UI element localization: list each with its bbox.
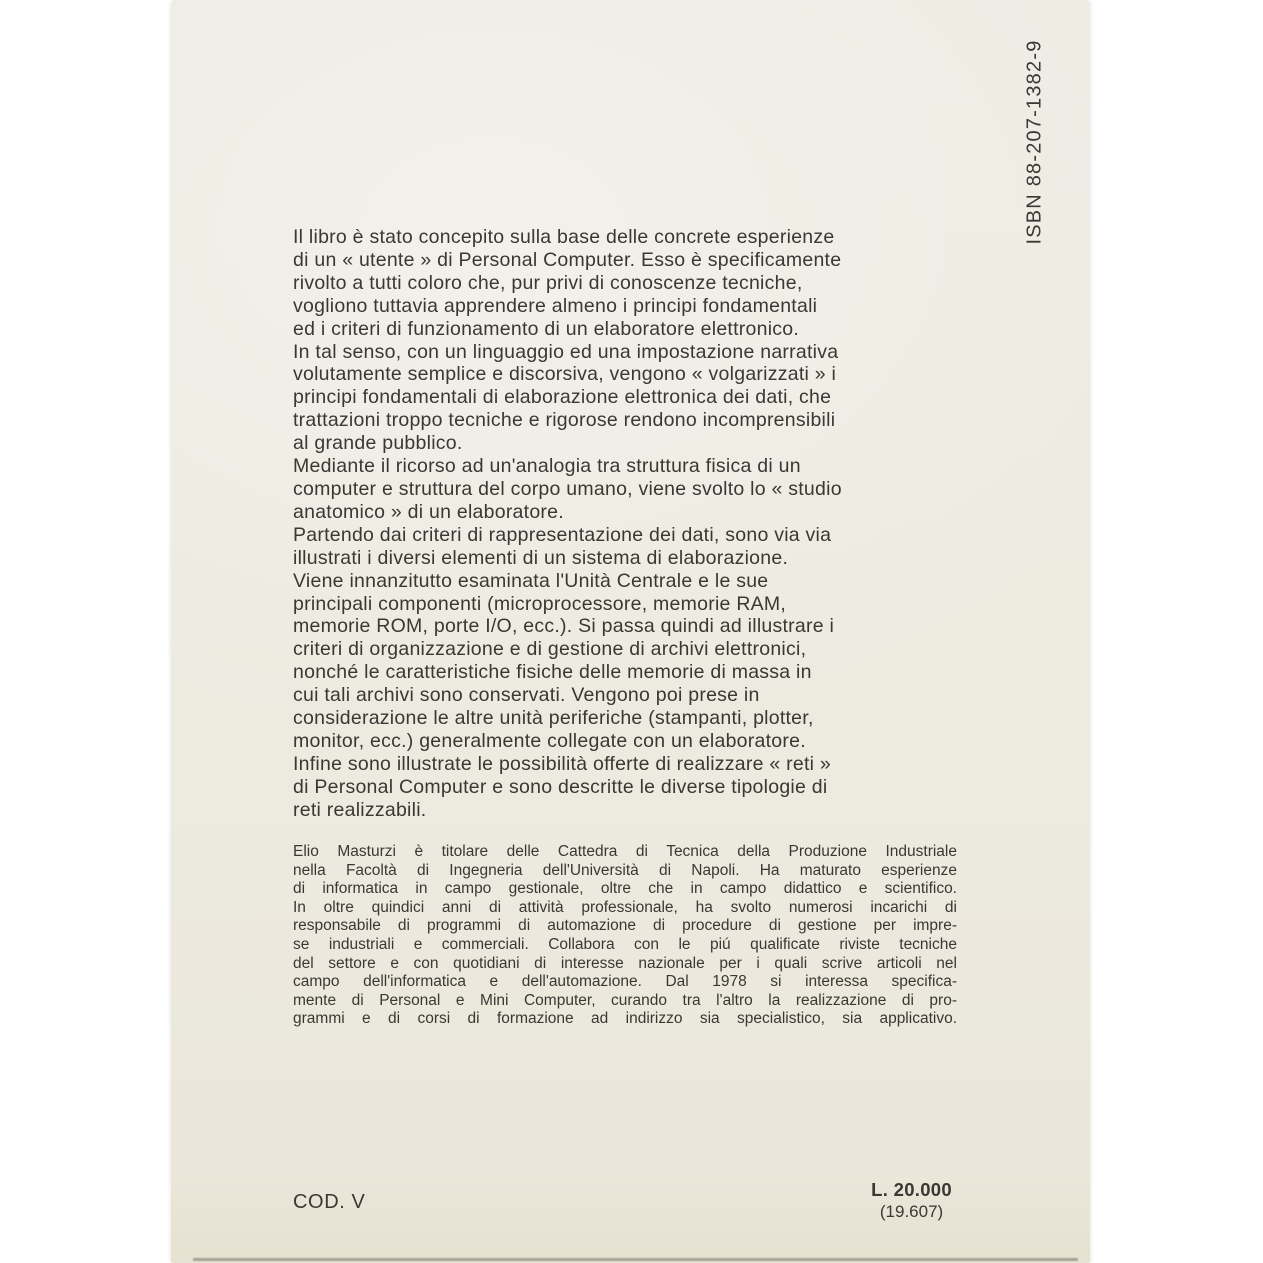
synopsis-line: al grande pubblico.: [293, 432, 463, 455]
synopsis-line: In tal senso, con un linguaggio ed una impostazione narrativa: [293, 340, 839, 363]
author-bio-line: grammi e di corsi di formazione ad indirizzo sia specialistico, sia applicativo.: [293, 1010, 957, 1028]
author-bio-block: [293, 843, 957, 1029]
synopsis-line: monitor, ecc.) generalmente collegate con un elaboratore.: [293, 729, 806, 752]
synopsis-line: trattazioni troppo tecniche e rigorose rendono incomprensibili: [293, 409, 836, 432]
synopsis-line: illustrati i diversi elementi di un sistema di elaborazione.: [293, 546, 789, 569]
isbn-vertical-text: ISBN 88-207-1382-9: [1023, 39, 1046, 245]
synopsis-line: anatomico » di un elaboratore.: [293, 500, 564, 523]
author-bio-line: di informatica in campo gestionale, oltre che in campo didattico e scientifico.: [293, 880, 957, 898]
synopsis-line: principali componenti (microprocessore, memorie RAM,: [293, 592, 787, 615]
author-bio-line: In oltre quindici anni di attività professionale, ha svolto numerosi incarichi di: [293, 898, 957, 916]
synopsis-line: Viene innanzitutto esaminata l'Unità Centrale e le sue: [293, 569, 769, 592]
cover-bottom-edge-shadow: [193, 1258, 1078, 1261]
author-bio-line: campo dell'informatica e dell'automazione. Dal 1978 si interessa specifica-: [293, 973, 957, 991]
author-bio-line: mente di Personal e Mini Computer, curando tra l'altro la realizzazione di pro-: [293, 991, 957, 1009]
synopsis-line: Il libro è stato concepito sulla base delle concrete esperienze: [293, 226, 835, 248]
synopsis-line: ed i criteri di funzionamento di un elaboratore elettronico.: [293, 317, 800, 340]
synopsis-line: considerazione le altre unità periferiche (stampanti, plotter,: [293, 707, 814, 730]
synopsis-line: computer e struttura del corpo umano, viene svolto lo « studio: [293, 477, 842, 500]
synopsis-line: Infine sono illustrate le possibilità offerte di realizzare « reti »: [293, 752, 831, 775]
synopsis-line: cui tali archivi sono conservati. Vengono poi prese in: [293, 684, 760, 707]
synopsis-line: reti realizzabili.: [293, 798, 427, 821]
synopsis-line: di un « utente » di Personal Computer. Esso è specificamente: [293, 248, 842, 271]
synopsis-line: rivolto a tutti coloro che, pur privi di conoscenze tecniche,: [293, 271, 803, 294]
author-bio-line: del settore e con quotidiani di interesse nazionale per i quali scrive articoli nel: [293, 954, 957, 972]
author-bio-line: se industriali e commerciali. Collabora con le piú qualificate riviste tecniche: [293, 935, 957, 953]
price-block: [871, 1179, 952, 1222]
synopsis-line: vogliono tuttavia apprendere almeno i principi fondamentali: [293, 294, 818, 317]
synopsis-line: memorie ROM, porte I/O, ecc.). Si passa quindi ad illustrare i: [293, 615, 835, 638]
publisher-code-label: COD. V: [293, 1191, 366, 1213]
synopsis-line: Mediante il ricorso ad un'analogia tra struttura fisica di un: [293, 455, 801, 478]
synopsis-line: di Personal Computer e sono descritte le diverse tipologie di: [293, 775, 828, 798]
author-bio-line: Elio Masturzi è titolare delle Cattedra di Tecnica della Produzione Industriale: [293, 843, 957, 860]
synopsis-line: criteri di organizzazione e di gestione di archivi elettronici,: [293, 638, 807, 661]
book-back-cover: [171, 0, 1090, 1263]
synopsis-line: principi fondamentali di elaborazione elettronica dei dati, che: [293, 386, 832, 409]
synopsis-line: Partendo dai criteri di rappresentazione dei dati, sono via via: [293, 523, 832, 546]
price-note: (19.607): [879, 1201, 944, 1221]
author-bio-line: nella Facoltà di Ingegneria dell'Università di Napoli. Ha maturato esperienze: [293, 861, 957, 879]
synopsis-text-block: [293, 226, 842, 822]
synopsis-line: volutamente semplice e discorsiva, vengono « volgarizzati » i: [293, 363, 837, 386]
author-bio-line: responsabile di programmi di automazione di procedure di gestione per impre-: [293, 917, 957, 935]
synopsis-line: nonché le caratteristiche fisiche delle memorie di massa in: [293, 661, 812, 684]
price-value: L. 20.000: [871, 1179, 952, 1200]
